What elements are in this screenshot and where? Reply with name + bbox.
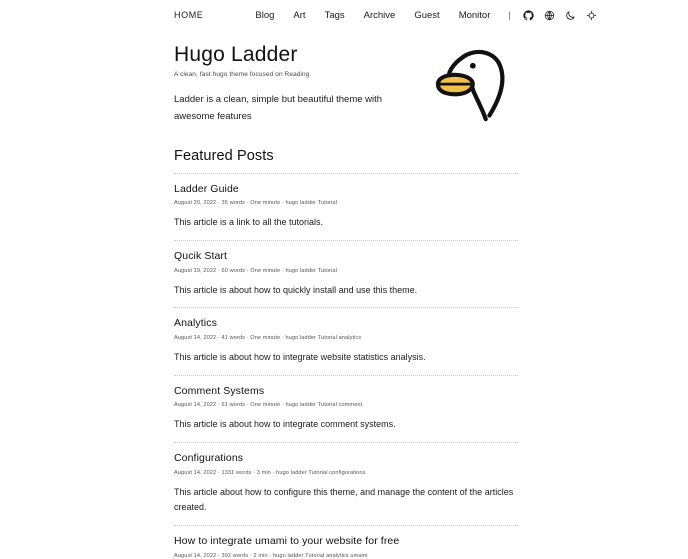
post-title[interactable]: Configurations	[174, 452, 244, 465]
nav-link-home[interactable]: HOME	[174, 10, 204, 20]
nav-links	[255, 10, 490, 21]
post-meta: August 14, 2022 · 1331 words · 3 min · hugo ladder Tutorial configurations	[174, 469, 366, 476]
post-excerpt: This article about how to configure this theme, and manage the content of the articles created.	[174, 486, 514, 513]
language-globe-icon[interactable]	[586, 10, 597, 21]
list-item[interactable]	[174, 443, 518, 516]
list-item[interactable]	[174, 376, 518, 433]
site-navbar	[0, 0, 688, 24]
site-title: Hugo Ladder	[174, 43, 298, 66]
page-title-featured-posts: Featured Posts	[174, 147, 274, 164]
site-description: Ladder is a clean, simple but beautiful theme with awesome features	[174, 94, 383, 122]
github-icon[interactable]	[523, 10, 534, 21]
post-meta: August 14, 2022 · 61 words · One minute · hugo ladder Tutorial comment	[174, 402, 363, 409]
nav-divider: |	[508, 9, 511, 20]
post-excerpt: This article is a link to all the tutorials.	[174, 217, 324, 228]
post-title[interactable]: Comment Systems	[174, 384, 265, 397]
nav-link-tags[interactable]: Tags	[324, 9, 345, 21]
nav-link-art[interactable]: Art	[293, 9, 306, 21]
post-meta: August 14, 2022 · 392 words · 2 min · hugo ladder Tutorial analytics umami	[174, 552, 368, 559]
post-excerpt: This article is about how to quickly install and use this theme.	[174, 284, 418, 295]
post-excerpt: This article is about how to integrate comment systems.	[174, 419, 396, 430]
post-title[interactable]: How to integrate umami to your website for free	[174, 535, 400, 548]
post-excerpt: This article is about how to integrate website statistics analysis.	[174, 351, 426, 362]
list-item[interactable]	[174, 526, 518, 559]
rss-globe-icon[interactable]	[544, 10, 555, 21]
nav-link-blog[interactable]: Blog	[255, 9, 275, 21]
post-title[interactable]: Qucik Start	[174, 249, 228, 262]
nav-link-monitor[interactable]: Monitor	[458, 9, 491, 21]
post-meta: August 19, 2022 · 60 words · One minute · hugo ladder Tutorial	[174, 267, 337, 274]
post-title[interactable]: Analytics	[174, 317, 217, 330]
post-meta: August 14, 2022 · 41 words · One minute · hugo ladder Tutorial analytics	[174, 334, 362, 341]
post-title[interactable]: Ladder Guide	[174, 182, 239, 195]
list-item[interactable]	[174, 174, 518, 231]
main-content	[174, 42, 518, 559]
list-item[interactable]	[174, 308, 518, 365]
site-tagline: A clean, fast hugo theme focused on Reading	[174, 71, 310, 79]
post-meta: August 20, 2022 · 35 words · One minute · hugo ladder Tutorial	[174, 200, 337, 207]
nav-icon-group	[523, 10, 597, 21]
moon-dark-mode-icon[interactable]	[565, 10, 576, 21]
nav-link-guest[interactable]: Guest	[414, 9, 440, 21]
nav-link-archive[interactable]: Archive	[363, 9, 396, 21]
list-item[interactable]	[174, 241, 518, 298]
